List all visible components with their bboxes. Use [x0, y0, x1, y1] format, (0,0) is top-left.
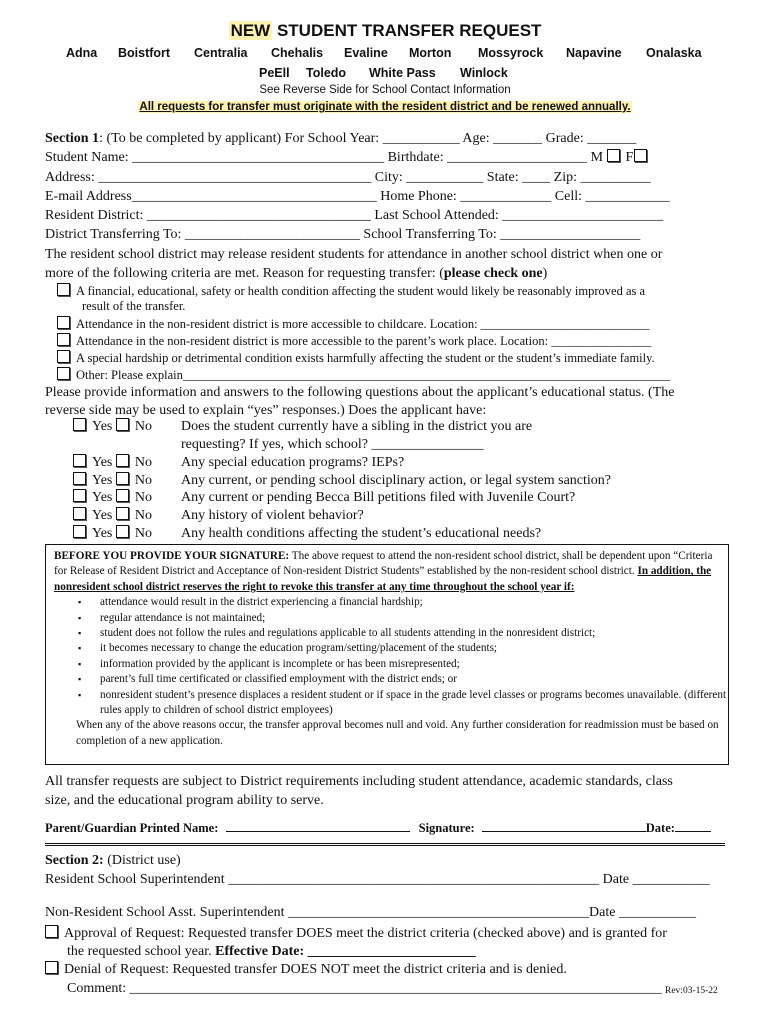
- district-toledo: Toledo: [306, 66, 347, 80]
- no-label: No: [134, 490, 152, 505]
- student-name-birthdate-fields[interactable]: Student Name: ____________________________________ Birthdate: ____________________ M: [45, 150, 604, 165]
- notice-lead-bold: BEFORE YOU PROVIDE YOUR SIGNATURE:: [54, 550, 290, 562]
- question-violent: [73, 507, 152, 525]
- effective-date-field[interactable]: Effective Date: ________________________: [215, 944, 476, 959]
- denial-checkbox[interactable]: [45, 961, 58, 974]
- district-chehalis: Chehalis: [271, 46, 324, 60]
- question-disciplinary-text: Any current, or pending school disciplinary action, or legal system sanction?: [181, 473, 612, 488]
- reason-childcare-checkbox[interactable]: [57, 316, 70, 329]
- question-sibling-school-field[interactable]: requesting? If yes, which school? ________________: [181, 437, 484, 452]
- reason-childcare-label: Attendance in the non-resident district is more accessible to childcare. Location: ___________________________: [76, 317, 650, 331]
- district-boistfort: Boistfort: [118, 46, 171, 60]
- revision-code: Rev:03-15-22: [665, 986, 718, 996]
- notice-lead-text: The above request to attend the non-resident school district, shall be dependent upon “Criteria for Release of Resident District and Acceptance of Non-resident District Students” established by the non-resident school district.: [54, 550, 713, 578]
- approval-checkbox[interactable]: [45, 925, 58, 938]
- list-item: ▪ it becomes necessary to change the education program/setting/placement of the students;: [100, 641, 728, 656]
- list-item: ▪ regular attendance is not maintained;: [100, 611, 728, 626]
- q6-yes-checkbox[interactable]: [73, 525, 86, 538]
- approval-row-2: [67, 942, 476, 961]
- section1-header: [45, 129, 636, 148]
- no-label: No: [134, 455, 152, 470]
- list-item: ▪ attendance would result in the district experiencing a financial hardship;: [100, 595, 728, 610]
- question-sibling-text: Does the student currently have a sibling in the district you are: [181, 419, 533, 434]
- reason-financial: [57, 283, 645, 299]
- title-rest: STUDENT TRANSFER REQUEST: [272, 21, 542, 40]
- list-item: ▪ information provided by the applicant is incomplete or has been misrepresented;: [100, 657, 728, 672]
- yes-label: Yes: [92, 455, 113, 470]
- district-onalaska: Onalaska: [646, 46, 702, 60]
- question-becca-text: Any current or pending Becca Bill petitions filed with Juvenile Court?: [181, 490, 576, 505]
- school-year-age-grade-fields[interactable]: : (To be completed by applicant) For School Year: ___________ Age: _______ Grade: _______: [99, 131, 637, 146]
- title-highlight: NEW: [230, 21, 271, 40]
- district-evaline: Evaline: [344, 46, 388, 60]
- district-morton: Morton: [409, 46, 452, 60]
- section2-note: (District use): [103, 853, 181, 868]
- date-label: Date:: [645, 821, 675, 835]
- list-item: ▪ student does not follow the rules and regulations applicable to all students attending in the nonresident district;: [100, 626, 728, 641]
- criteria-text-2c: ): [542, 266, 548, 281]
- yes-label: Yes: [92, 526, 113, 541]
- list-item: ▪ parent’s full time certificated or classified employment with the district ends; or: [100, 672, 728, 687]
- male-checkbox[interactable]: [607, 149, 620, 162]
- signature-label: Signature:: [418, 821, 475, 835]
- annual-requirement-text: All requests for transfer must originate with the resident district and be renewed annually.: [139, 101, 631, 113]
- section-divider: [45, 843, 725, 846]
- resident-district-fields[interactable]: Resident District: ________________________________ Last School Attended: _______________________: [45, 208, 664, 223]
- question-becca: [73, 489, 152, 507]
- question-sibling: [73, 418, 152, 436]
- question-disciplinary: [73, 472, 152, 490]
- reason-hardship: [57, 350, 655, 366]
- signature-field[interactable]: [482, 819, 646, 832]
- q2-yes-checkbox[interactable]: [73, 454, 86, 467]
- reverse-side-note: See Reverse Side for School Contact Information: [259, 84, 511, 96]
- reason-workplace-label: Attendance in the non-resident district is more accessible to the parent’s work place. Location: ________________: [76, 334, 652, 348]
- no-label: No: [134, 473, 152, 488]
- section2-header: [45, 851, 181, 870]
- q5-yes-checkbox[interactable]: [73, 507, 86, 520]
- female-checkbox[interactable]: [634, 149, 647, 162]
- reason-workplace-checkbox[interactable]: [57, 333, 70, 346]
- reason-workplace: [57, 333, 651, 349]
- reason-hardship-checkbox[interactable]: [57, 350, 70, 363]
- yes-label: Yes: [92, 490, 113, 505]
- question-violent-text: Any history of violent behavior?: [181, 508, 364, 523]
- revoke-reasons-list: [46, 595, 728, 718]
- annual-requirement-note: [0, 101, 770, 113]
- questions-intro-1: Please provide information and answers to the following questions about the applicant’s educational status. (The: [45, 385, 675, 400]
- denial-row: [45, 960, 567, 979]
- transfer-district-fields[interactable]: District Transferring To: _________________________ School Transferring To: ____________________: [45, 227, 641, 242]
- signature-row: [45, 819, 711, 838]
- section2-label: Section 2:: [45, 853, 104, 868]
- approval-text: Approval of Request: Requested transfer DOES meet the district criteria (checked above) and is granted for: [64, 926, 667, 941]
- q3-yes-checkbox[interactable]: [73, 472, 86, 485]
- notice-revoke-clause: In addition, the nonresident school district reserves the right to revoke this transfer at any time throughout the school year if:: [54, 565, 712, 593]
- question-health-text: Any health conditions affecting the student’s educational needs?: [181, 526, 542, 541]
- no-label: No: [134, 419, 152, 434]
- approval-row: [45, 924, 667, 943]
- section1-label: Section 1: [45, 131, 100, 146]
- form-title: [0, 21, 770, 41]
- q2-no-checkbox[interactable]: [116, 454, 129, 467]
- please-check-one: please check one: [443, 266, 543, 281]
- district-napavine: Napavine: [566, 46, 622, 60]
- questions-intro-2: reverse side may be used to explain “yes” responses.) Does the applicant have:: [45, 403, 487, 418]
- q4-yes-checkbox[interactable]: [73, 489, 86, 502]
- no-label: No: [134, 508, 152, 523]
- question-iep-text: Any special education programs? IEPs?: [181, 455, 405, 470]
- criteria-text-1: The resident school district may release resident students for attendance in another school district when one or: [45, 247, 663, 262]
- reason-childcare: [57, 316, 649, 332]
- reason-financial-label: A financial, educational, safety or health condition affecting the student would likely be reasonably improved as a: [76, 284, 646, 298]
- notice-lead: [46, 545, 728, 595]
- question-health: [73, 525, 152, 543]
- signature-date-field[interactable]: [675, 819, 711, 832]
- printed-name-label: Parent/Guardian Printed Name:: [45, 821, 219, 835]
- comment-field[interactable]: Comment: ____________________________________________________________________________: [67, 981, 662, 996]
- email-phone-fields[interactable]: E-mail Address___________________________________ Home Phone: _____________ Cell: ____________: [45, 189, 670, 204]
- q5-no-checkbox[interactable]: [116, 507, 129, 520]
- resident-superintendent-field[interactable]: Resident School Superintendent _____________________________________________________ Date ___________: [45, 872, 710, 887]
- reason-other-label: Other: Please explain______________________________________________________________________________: [76, 368, 671, 382]
- requirements-line-1: All transfer requests are subject to District requirements including student attendance, academic standards, class: [45, 774, 673, 789]
- approval-text-2: the requested school year.: [67, 944, 216, 959]
- no-label: No: [134, 526, 152, 541]
- district-winlock: Winlock: [460, 66, 508, 80]
- q1-yes-checkbox[interactable]: [73, 418, 86, 431]
- q4-no-checkbox[interactable]: [116, 489, 129, 502]
- yes-label: Yes: [92, 419, 113, 434]
- q3-no-checkbox[interactable]: [116, 472, 129, 485]
- reason-financial-checkbox[interactable]: [57, 283, 70, 296]
- female-label: F: [625, 150, 634, 165]
- reason-financial-cont: result of the transfer.: [82, 299, 186, 313]
- printed-name-field[interactable]: [226, 819, 410, 832]
- district-mossyrock: Mossyrock: [478, 46, 544, 60]
- reason-other: [57, 367, 670, 383]
- district-white-pass: White Pass: [369, 66, 436, 80]
- yes-label: Yes: [92, 508, 113, 523]
- criteria-text-2a: more of the following criteria are met. Reason for requesting transfer: (: [45, 266, 444, 281]
- reason-other-checkbox[interactable]: [57, 367, 70, 380]
- requirements-line-2: size, and the educational program ability to serve.: [45, 793, 324, 808]
- criteria-text-2: [45, 264, 547, 283]
- signature-notice-box: [45, 544, 729, 765]
- denial-text: Denial of Request: Requested transfer DOES NOT meet the district criteria and is denied.: [64, 962, 567, 977]
- yes-label: Yes: [92, 473, 113, 488]
- district-peell: PeEll: [259, 66, 290, 80]
- question-iep: [73, 454, 152, 472]
- q6-no-checkbox[interactable]: [116, 525, 129, 538]
- district-centralia: Centralia: [194, 46, 248, 60]
- nonresident-superintendent-field[interactable]: Non-Resident School Asst. Superintendent ___________________________________________Date ___________: [45, 905, 696, 920]
- reason-hardship-label: A special hardship or detrimental condition exists harmfully affecting the student or the student’s immediate family.: [76, 351, 655, 365]
- student-name-row: [45, 148, 653, 167]
- q1-no-checkbox[interactable]: [116, 418, 129, 431]
- notice-closing: When any of the above reasons occur, the transfer approval becomes null and void. Any further consideration for readmission must be based on completion of a new application.: [76, 719, 719, 747]
- district-adna: Adna: [66, 46, 98, 60]
- address-fields[interactable]: Address: _______________________________________ City: ___________ State: ____ Zip: __________: [45, 170, 651, 185]
- list-item: ▪ nonresident student’s presence displaces a resident student or if space in the grade level classes or programs becomes unavailable. (different rules apply to children of school district employees): [100, 688, 728, 719]
